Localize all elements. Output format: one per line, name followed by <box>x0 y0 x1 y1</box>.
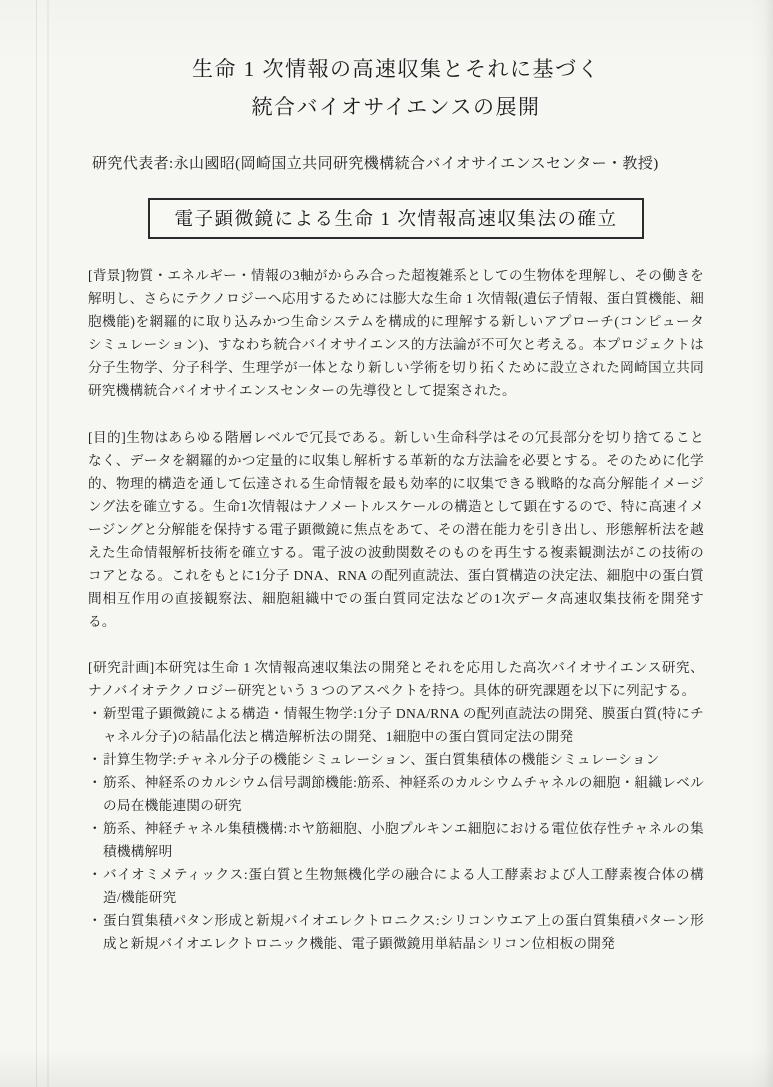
research-item-text: バイオミメティックス:蛋白質と生物無機化学の融合による人工酵素および人工酵素複合体の構造/機能研究 <box>103 867 704 905</box>
bullet-marker: ・ <box>88 821 102 836</box>
document-title <box>88 50 704 126</box>
research-item-text: 新型電子顕微鏡による構造・情報生物学:1分子 DNA/RNA の配列直読法の開発、膜蛋白質(特にチャネル分子)の結晶化法と構造解析法の開発、1細胞中の蛋白質同定法の開発 <box>103 706 704 744</box>
title-line-1: 生命 1 次情報の高速収集とそれに基づく <box>192 57 600 81</box>
research-item-text: 筋系、神経系のカルシウム信号調節機能:筋系、神経系のカルシウムチャネルの細胞・組織レベルの局在機能連関の研究 <box>103 775 704 813</box>
research-item <box>88 771 704 817</box>
research-plan-section <box>88 656 704 955</box>
research-items-list <box>88 702 704 955</box>
background-paragraph: [背景]物質・エネルギー・情報の3軸がからみ合った超複雑系としての生物体を理解し、その働きを解明し、さらにテクノロジーへ応用するためには膨大な生命 1 次情報(遺伝子情報、蛋白質機能、細胞機能)を網羅的に取り込みかつ生命システムを構成的に理解する新しいアプローチ(コンピュータシミュレーション)、すなわち統合バイオサイエンス的方法論が不可欠と考える。本プロジェクトは分子生物学、分子科学、生理学が一体となり新しい学術を切り拓くために設立された岡崎国立共同研究機構統合バイオサイエンスセンターの先導役として提案された。 <box>88 268 704 398</box>
research-item <box>88 702 704 748</box>
research-plan-paragraph: [研究計画]本研究は生命 1 次情報高速収集法の開発とそれを応用した高次バイオサイエンス研究、ナノバイオテクノロジー研究という 3 つのアスペクトを持つ。具体的研究課題を以下に列記する。 <box>88 660 704 698</box>
title-line-2: 統合バイオサイエンスの展開 <box>251 95 541 119</box>
research-item <box>88 909 704 955</box>
bullet-marker: ・ <box>88 913 102 928</box>
research-item <box>88 748 704 771</box>
author-line: 研究代表者:永山國昭(岡崎国立共同研究機構統合バイオサイエンスセンター・教授) <box>92 156 659 172</box>
purpose-paragraph: [目的]生物はあらゆる階層レベルで冗長である。新しい生命科学はその冗長部分を切り捨てることなく、データを網羅的かつ定量的に収集し解析する革新的な方法論を必要とする。そのために化学的、物理的構造を通して伝達される生命情報を最も効率的に収集できる戦略的な高分解能イメージング法を確立する。生命1次情報はナノメートルスケールの構造として顕在するので、特に高速イメージングと分解能を保持する電子顕微鏡に焦点をあて、その潜在能力を引き出し、形態解析法を越えた生命情報解析技術を確立する。電子波の波動関数そのものを再生する複素観測法がこの技術のコアとなる。これをもとに1分子 DNA、RNA の配列直読法、蛋白質構造の決定法、細胞中の蛋白質間相互作用の直接観察法、細胞組織中での蛋白質同定法などの1次データ高速収集技術を開発する。 <box>88 430 704 629</box>
research-item <box>88 863 704 909</box>
research-item-text: 計算生物学:チャネル分子の機能シミュレーション、蛋白質集積体の機能シミュレーション <box>103 752 660 767</box>
boxed-heading-container <box>88 198 704 239</box>
scan-artifact-bottom-band <box>0 1049 773 1087</box>
research-item <box>88 817 704 863</box>
boxed-heading: 電子顕微鏡による生命 1 次情報高速収集法の確立 <box>148 198 643 239</box>
research-item-text: 筋系、神経チャネル集積機構:ホヤ筋細胞、小胞プルキンエ細胞における電位依存性チャネルの集積機構解明 <box>103 821 704 859</box>
research-item-text: 蛋白質集積パタン形成と新規バイオエレクトロニクス:シリコンウエア上の蛋白質集積パターン形成と新規バイオエレクトロニック機能、電子顕微鏡用単結晶シリコン位相板の開発 <box>103 913 704 951</box>
scan-artifact-right-edge <box>765 0 773 1087</box>
bullet-marker: ・ <box>88 706 102 721</box>
document-content <box>88 0 704 955</box>
bullet-marker: ・ <box>88 752 102 767</box>
scan-artifact-vertical-line-2 <box>47 0 49 1087</box>
scan-artifact-vertical-line <box>36 0 37 1087</box>
bullet-marker: ・ <box>88 867 102 882</box>
bullet-marker: ・ <box>88 775 102 790</box>
